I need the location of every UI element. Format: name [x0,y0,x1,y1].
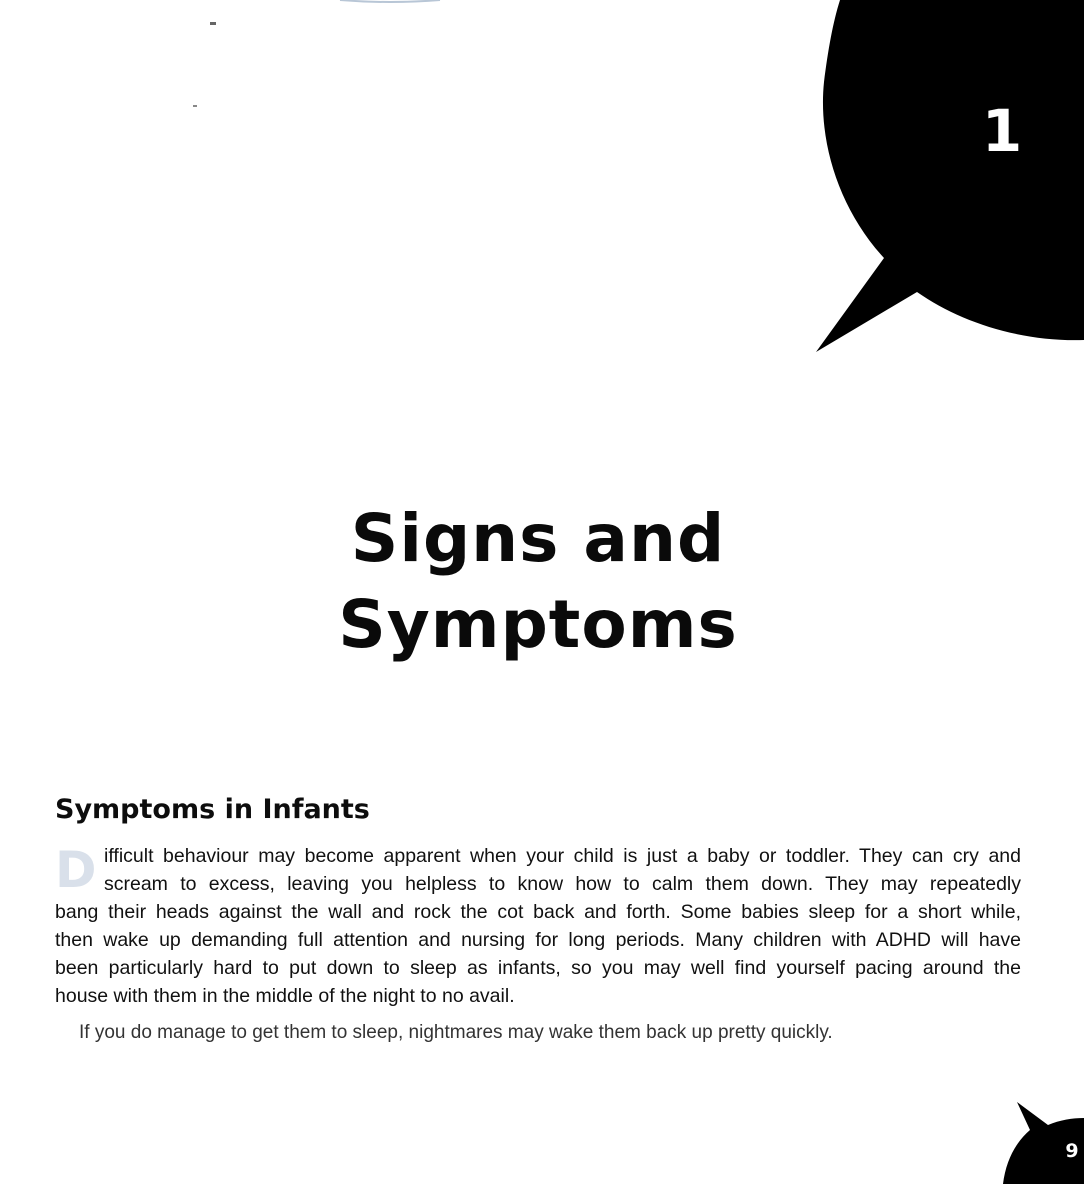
paragraph-line: house with them in the middle of the night to no avail. [55,985,515,1007]
scan-speck [193,105,197,107]
chapter-title-line-2: Symptoms [338,586,738,663]
paragraph-line: bang their heads against the wall and rock the cot back and forth. Some babies sleep for a short while, [55,901,1021,923]
drop-cap-letter: D [55,841,97,899]
paragraph-line: then wake up demanding full attention and nursing for long periods. Many children with ADHD will have [55,929,1021,951]
chapter-bubble-shape [816,0,1084,352]
page-number: 9 [1065,1140,1079,1162]
body-paragraph-1 [55,842,1021,1010]
chapter-title [240,496,836,668]
paragraph-line: ifficult behaviour may become apparent when your child is just a baby or toddler. They can cry and [104,845,1021,867]
chapter-title-line-1: Signs and [350,500,726,577]
scan-mark [340,0,440,2]
body-paragraph-2: If you do manage to get them to sleep, nightmares may wake them back up pretty quickly. [79,1022,833,1043]
scan-speck [210,22,216,25]
paragraph-line: scream to excess, leaving you helpless to know how to calm them down. They may repeatedly [104,873,1021,895]
chapter-number: 1 [981,97,1023,165]
section-heading: Symptoms in Infants [55,794,370,825]
paragraph-line: been particularly hard to put down to sleep as infants, so you may well find yourself pacing around the [55,957,1021,979]
